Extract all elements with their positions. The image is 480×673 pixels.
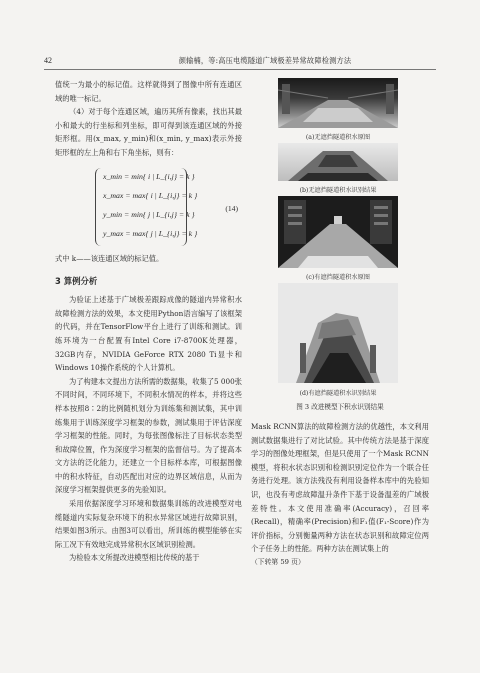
figure-c-image xyxy=(278,196,398,268)
header-rule xyxy=(44,69,436,70)
figure-3-caption: 图 3 改进模型下积水识别结果 xyxy=(296,403,384,411)
equation-line: y_max = max{ j | L_{i,j} = k } xyxy=(103,228,198,238)
paragraph: 为检验本文所提改进模型相比传统的基于 xyxy=(69,553,200,563)
paragraph: 为了构建本文提出方法所需的数据集，收集了5 000张不同时间，不同环境下，不同积水情况的样本，并将这些样本按照8∶2的比例随机划分为训练集和测试集，其中训练集用于训练深度学习框架的参数，测试集用于评估深度学习框架的性能。同时，为每张图像标注了目标状态类型和故障位置，作为深度学习框架的监督信号。为了提高本文方法的泛化能力，还建立一个目标样本库，可根据图像中的积水特征，自动匹配出对应的边界区域信息，从而为深度学习框架提供更多的先验知识。 xyxy=(55,376,243,495)
paragraph: 为验证上述基于广域极差跟踪成像的隧道内异常积水故障检测方法的效果，本文使用Python语言编写了该框架的代码，并在TensorFlow平台上进行了训练和测试。训练环境为一台配置有Intel Core i7-8700K处理器，32GB内存，NVIDIA GeForce RTX 2080 Ti显卡和Windows 10操作系统的个人计算机。 xyxy=(55,295,242,373)
equation-line: y_min = min{ j | L_{i,j} = k } xyxy=(103,209,195,219)
paragraph: 采用依据深度学习环境和数据集训练的改进模型对电缆隧道内实际复杂环境下的积水异常区域进行故障识别，结果如图3所示。由图3可以看出，所训练的模型能够在实际工况下有效地完成异常积水区域识别检测。 xyxy=(55,499,242,549)
right-column xyxy=(251,420,429,570)
figure-d-image xyxy=(278,283,398,383)
equation-number: (14) xyxy=(225,203,238,213)
figure-a-image xyxy=(278,78,398,128)
figure-a-caption: (a)无遮挡隧道积水原图 xyxy=(305,134,371,141)
left-column xyxy=(55,78,242,565)
equation-line: x_min = min{ i | L_{i,j} = k } xyxy=(103,171,195,181)
equation-where: 式中 k——该连通区域的标记值。 xyxy=(55,253,164,263)
figure-b-image xyxy=(278,143,398,181)
paragraph: Mask RCNN算法的故障检测方法的优越性，本文利用测试数据集进行了对比试验。其中传统方法是基于深度学习的图像处理框架，但是只使用了一个Mask RCNN模型，将积水状态识别和检测识别定位作为一个联合任务进行处理。该方法残没有利用设备样本库中的先验知识，也没有考虑故障温升条件下基于设备温差的广域极差特性。本文使用准确率(Accuracy)，召回率(Recall)，精确率(Precision)和F₁值(F₁-Score)作为评价指标，分别衡量两种方法在状态识别和故障定位两个子任务上的性能。两种方法在测试集上的 xyxy=(251,422,429,554)
paragraph: （4）对于每个连通区域，遍历其所有像素，找出其最小和最大的行坐标和列坐标，即可得到该连通区域的外接矩形框。用(x_max, y_min)和(x_min, y_max)表示外接矩形框的左上角和右下角坐标，则有： xyxy=(55,107,242,157)
equation-14 xyxy=(55,164,242,250)
section-heading: 3 算例分析 xyxy=(55,276,98,287)
figure-b-caption: (b)无遮挡隧道积水识别结果 xyxy=(299,187,377,194)
paragraph: 值统一为最小的标记值。这样就得到了图像中所有连通区域的唯一标记。 xyxy=(55,80,242,103)
running-header xyxy=(44,56,436,68)
figure-d-caption: (d)有遮挡隧道积水识别结果 xyxy=(299,390,377,397)
continued-note: （下转第 59 页） xyxy=(251,557,305,566)
figure-c-caption: (c)有遮挡隧道积水原图 xyxy=(306,274,370,281)
equation-line: x_max = max{ i | L_{i,j} = k } xyxy=(103,190,198,200)
page-number: 42 xyxy=(44,56,52,65)
running-title: 颜输楠，等:高压电缆隧道广域极差异常故障检测方法 xyxy=(178,56,352,65)
